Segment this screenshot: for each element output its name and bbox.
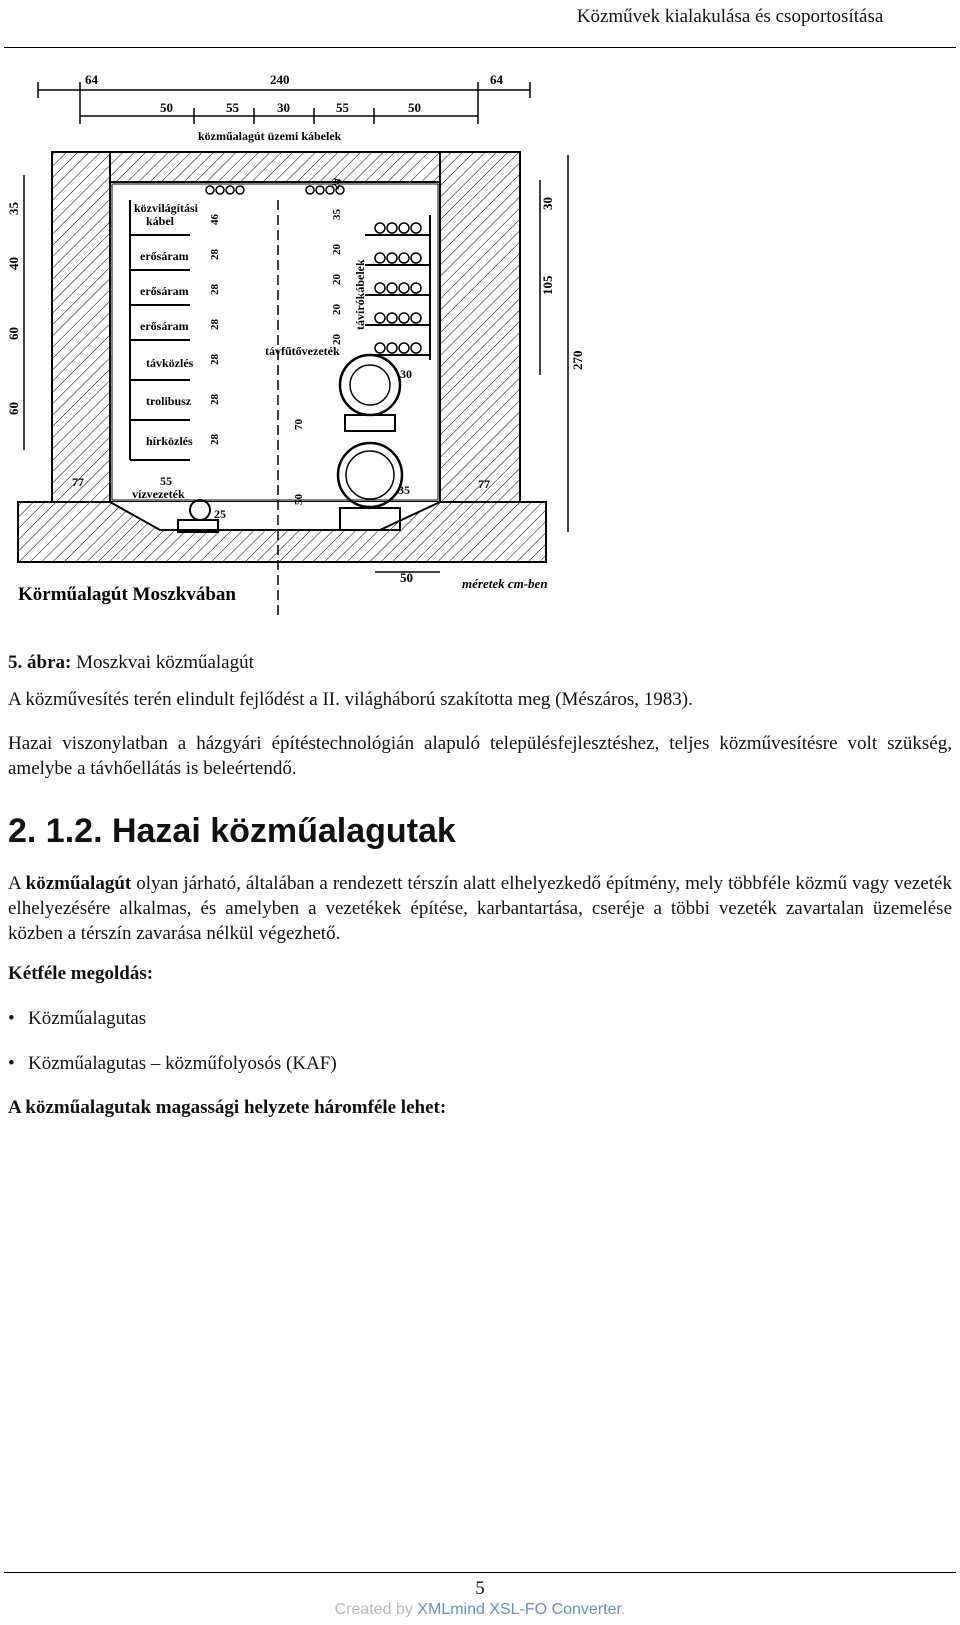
label-district-heating: távfűtővezeték <box>265 344 340 358</box>
dim-mid-20a: 20 <box>331 244 343 255</box>
label-power-2: erősáram <box>140 284 189 298</box>
page-header-title: Közművek kialakulása és csoportosítása <box>576 6 884 27</box>
label-telecom: távközlés <box>146 356 194 370</box>
dim-sub-50b: 50 <box>408 100 421 115</box>
credit-prefix: Created by <box>334 1601 418 1618</box>
dim-water-25: 25 <box>214 507 226 521</box>
dim-right-30: 30 <box>540 197 555 210</box>
dim-sub-50a: 50 <box>160 100 173 115</box>
converter-credit <box>0 1601 960 1619</box>
dim-inner-28d: 28 <box>209 354 221 365</box>
dim-right-105: 105 <box>540 275 555 295</box>
label-phone-cables: távírókábelek <box>353 259 367 330</box>
dim-left-60b: 60 <box>6 402 21 415</box>
label-street-light-1: közvilágítási <box>134 201 199 215</box>
header-rule <box>4 47 956 48</box>
section-heading: 2. 1.2. Hazai közműalagutak <box>8 812 456 850</box>
solutions-heading: Kétféle megoldás: <box>8 963 154 984</box>
label-trolley: trolibusz <box>146 394 192 408</box>
list-item-text: Közműalagutas – közműfolyosós (KAF) <box>28 1053 337 1074</box>
dim-inner-28c: 28 <box>209 319 221 330</box>
definition-rest: olyan járható, általában a rendezett térszín alatt elhelyezkedő építmény, mely többféle közmű vagy vezeték elhelyezésére alkalmas, és amelyben a vezetékek építése, karbantartása, cseréje a többi vezeték zavartalan üzemelése közben a térszín zavarása nélkül végezhető. <box>8 873 952 944</box>
dim-diag-24: 24 <box>329 176 345 192</box>
dim-bottom-77b: 77 <box>478 477 490 491</box>
bullet-icon: • <box>8 1008 15 1029</box>
left-wall <box>52 152 110 502</box>
page-number: 5 <box>475 1578 485 1599</box>
dim-pipe-30: 30 <box>400 367 412 381</box>
roof-slab <box>110 152 440 182</box>
dim-sub-55a: 55 <box>226 100 239 115</box>
caption-label: 5. ábra: <box>8 652 72 673</box>
dim-left-60a: 60 <box>6 327 21 340</box>
dim-inner-28b: 28 <box>209 284 221 295</box>
dim-inner-28a: 28 <box>209 249 221 260</box>
paragraph-definition <box>8 871 952 946</box>
dim-bottom-77a: 77 <box>72 475 84 489</box>
figure-title: Körműalagút Moszkvában <box>18 584 236 605</box>
dim-top-240: 240 <box>270 72 290 87</box>
dim-left-35: 35 <box>6 202 21 215</box>
list-item <box>8 1053 337 1075</box>
dim-mid-20d: 20 <box>331 334 343 345</box>
definition-term: közműalagút <box>25 873 132 894</box>
dim-mid-20c: 20 <box>331 304 343 315</box>
paragraph-district-heating: Hazai viszonylatban a házgyári építéstechnológián alapuló településfejlesztéshez, teljes közművesítésre volt szükség, amelybe a távhőellátás is beleértendő. <box>8 733 952 779</box>
dim-left-40: 40 <box>6 257 21 270</box>
list-item <box>8 1008 146 1030</box>
figure-units-note: méretek cm-ben <box>462 576 548 591</box>
dim-right-270: 270 <box>570 350 585 370</box>
dim-sub-55b: 55 <box>336 100 349 115</box>
paragraph-history: A közművesítés terén elindult fejlődést a II. világháború szakította meg (Mészáros, 1983). <box>8 689 693 710</box>
dim-top-64b: 64 <box>490 72 503 87</box>
channel-floor <box>110 502 440 530</box>
bullet-icon: • <box>8 1053 15 1074</box>
tunnel-cross-section-figure <box>0 60 600 640</box>
dim-bottom-55: 55 <box>160 474 172 488</box>
dim-inner-28f: 28 <box>209 434 221 445</box>
list-item-text: Közműalagutas <box>28 1008 147 1029</box>
dim-pipe-35: 35 <box>398 483 410 497</box>
footer-rule <box>4 1572 956 1573</box>
label-news: hírközlés <box>146 434 193 448</box>
dim-mid-35: 35 <box>331 209 343 220</box>
figure-caption <box>8 652 254 674</box>
credit-dot: . <box>620 1601 626 1618</box>
label-power-3: erősáram <box>140 319 189 333</box>
dim-pipe-70: 70 <box>293 419 305 430</box>
label-water: vízvezeték <box>132 487 185 501</box>
right-wall <box>440 152 520 502</box>
dim-inner-28e: 28 <box>209 394 221 405</box>
definition-lead: A <box>8 873 26 894</box>
dim-pipe-50: 50 <box>293 494 305 505</box>
dim-top-64a: 64 <box>85 72 98 87</box>
height-position-heading: A közműalagutak magassági helyzete háromféle lehet: <box>8 1097 447 1118</box>
label-power-1: erősáram <box>140 249 189 263</box>
converter-link[interactable]: XMLmind XSL-FO Converter <box>417 1601 621 1618</box>
dim-inner-46: 46 <box>209 214 221 225</box>
label-street-light-2: kábel <box>146 214 175 228</box>
dim-mid-20b: 20 <box>331 274 343 285</box>
label-service-cables: közműalagút üzemi kábelek <box>198 129 342 143</box>
dim-sub-30: 30 <box>277 100 290 115</box>
caption-text: Moszkvai közműalagút <box>71 652 254 673</box>
dim-bottom-50: 50 <box>400 570 413 585</box>
